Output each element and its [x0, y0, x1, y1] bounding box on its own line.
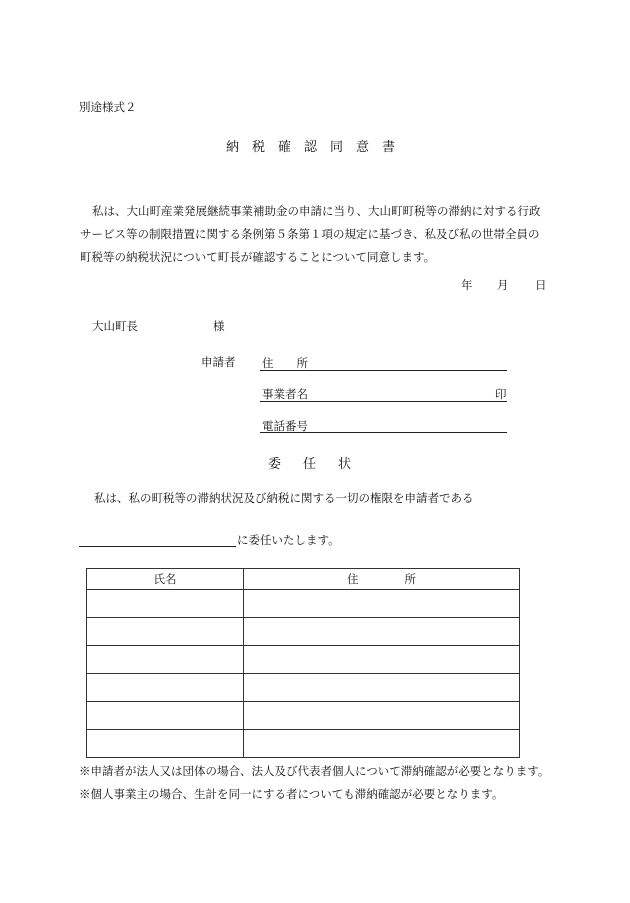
- household-table: [86, 568, 520, 758]
- addressee-mayor: 大山町長: [92, 319, 138, 333]
- consent-text: 私は、大山町産業発展継続事業補助金の申請に当り、大山町町税等の滞納に対する行政サービス等の制限措置に関する条例第５条第１項の規定に基づき、私及び私の世帯全員の町税等の納税状況について町長が確認することについて同意します。: [80, 204, 541, 264]
- addressee-honorific: 様: [213, 319, 225, 333]
- business-name-underline[interactable]: [260, 401, 507, 402]
- document-title: 納税確認同意書: [226, 140, 409, 155]
- date-month-label: 月: [497, 278, 509, 292]
- form-id: 別途様式２: [79, 100, 137, 114]
- address-cell[interactable]: [244, 702, 520, 730]
- table-row: [87, 590, 520, 618]
- address-column-header: 住 所: [244, 569, 520, 590]
- name-cell[interactable]: [87, 618, 244, 646]
- address-label: 住 所: [262, 356, 308, 370]
- table-row: [87, 702, 520, 730]
- name-cell[interactable]: [87, 646, 244, 674]
- delegation-title: 委任状: [268, 457, 374, 472]
- phone-underline[interactable]: [260, 432, 507, 433]
- table-row: [87, 730, 520, 758]
- name-cell[interactable]: [87, 674, 244, 702]
- table-header-row: [87, 569, 520, 590]
- name-column-header: 氏名: [87, 569, 244, 590]
- applicant-label: 申請者: [201, 355, 236, 369]
- address-cell[interactable]: [244, 646, 520, 674]
- note-sole-proprietor: ※個人事業主の場合、生計を同一にする者についても滞納確認が必要となります。: [79, 787, 504, 801]
- seal-mark: 印: [495, 387, 507, 401]
- note-corporate: ※申請者が法人又は団体の場合、法人及び代表者個人について滞納確認が必要となります。: [79, 764, 550, 778]
- address-underline[interactable]: [260, 370, 507, 371]
- address-cell[interactable]: [244, 618, 520, 646]
- delegate-underline[interactable]: [79, 546, 236, 547]
- date-day-label: 日: [535, 278, 547, 292]
- name-cell[interactable]: [87, 702, 244, 730]
- notes: [79, 760, 549, 806]
- date-year-label: 年: [461, 278, 473, 292]
- consent-paragraph: [80, 200, 550, 269]
- table-row: [87, 674, 520, 702]
- address-cell[interactable]: [244, 590, 520, 618]
- delegation-suffix: に委任いたします。: [237, 533, 340, 547]
- name-cell[interactable]: [87, 730, 244, 758]
- delegation-sentence: 私は、私の町税等の滞納状況及び納税に関する一切の権限を申請者である: [94, 491, 474, 505]
- address-cell[interactable]: [244, 730, 520, 758]
- address-cell[interactable]: [244, 674, 520, 702]
- business-name-label: 事業者名: [262, 387, 308, 401]
- phone-label: 電話番号: [262, 419, 308, 433]
- table-row: [87, 646, 520, 674]
- name-cell[interactable]: [87, 590, 244, 618]
- table-row: [87, 618, 520, 646]
